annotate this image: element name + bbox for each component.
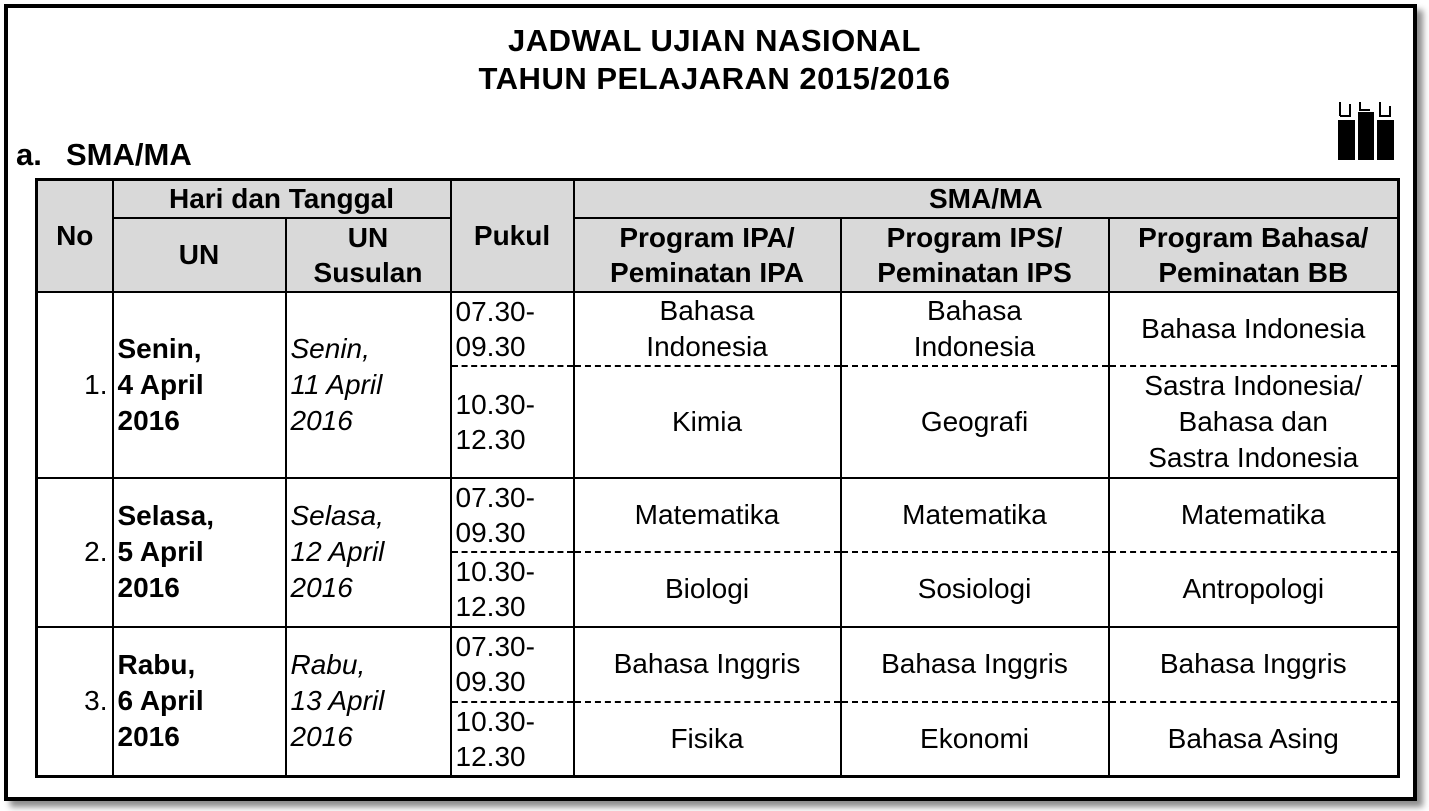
exam-schedule-table bbox=[35, 178, 1400, 778]
table-row bbox=[37, 292, 1399, 366]
header-sma-ma: SMA/MA bbox=[574, 180, 1399, 218]
header-program-ips: Program IPS/ Peminatan IPS bbox=[841, 218, 1109, 292]
un-date: Senin, 4 April 2016 bbox=[113, 292, 286, 478]
row-number: 3. bbox=[37, 627, 113, 777]
subject-ips: Matematika bbox=[841, 478, 1109, 552]
section-name: SMA/MA bbox=[66, 137, 192, 172]
header-un: UN bbox=[113, 218, 286, 292]
subject-bahasa: Bahasa Indonesia bbox=[1109, 292, 1399, 366]
un-date: Rabu, 6 April 2016 bbox=[113, 627, 286, 777]
session-time: 10.30- 12.30 bbox=[451, 552, 574, 627]
table-row bbox=[37, 627, 1399, 702]
header-un-susulan: UN Susulan bbox=[286, 218, 451, 292]
subject-bahasa: Matematika bbox=[1109, 478, 1399, 552]
subject-ipa: Biologi bbox=[574, 552, 841, 627]
subject-bahasa: Bahasa Asing bbox=[1109, 702, 1399, 777]
un-susulan-date: Senin, 11 April 2016 bbox=[286, 292, 451, 478]
session-time: 07.30- 09.30 bbox=[451, 292, 574, 366]
un-susulan-date: Rabu, 13 April 2016 bbox=[286, 627, 451, 777]
subject-ipa: Bahasa Inggris bbox=[574, 627, 841, 702]
subject-ipa: Fisika bbox=[574, 702, 841, 777]
table-row bbox=[37, 478, 1399, 552]
subject-ips: Bahasa Indonesia bbox=[841, 292, 1109, 366]
header-program-bahasa: Program Bahasa/ Peminatan BB bbox=[1109, 218, 1399, 292]
subject-bahasa: Sastra Indonesia/ Bahasa dan Sastra Indonesia bbox=[1109, 366, 1399, 478]
row-number: 2. bbox=[37, 478, 113, 627]
title-line-1: JADWAL UJIAN NASIONAL bbox=[508, 23, 921, 58]
header-no: No bbox=[37, 180, 113, 292]
subject-ips: Ekonomi bbox=[841, 702, 1109, 777]
subject-ips: Geografi bbox=[841, 366, 1109, 478]
subject-ips: Sosiologi bbox=[841, 552, 1109, 627]
session-time: 10.30- 12.30 bbox=[451, 366, 574, 478]
session-time: 07.30- 09.30 bbox=[451, 627, 574, 702]
bsnp-logo-icon bbox=[1336, 100, 1396, 162]
header-pukul: Pukul bbox=[451, 180, 574, 292]
header-program-ipa: Program IPA/ Peminatan IPA bbox=[574, 218, 841, 292]
subject-bahasa: Antropologi bbox=[1109, 552, 1399, 627]
session-time: 07.30- 09.30 bbox=[451, 478, 574, 552]
subject-bahasa: Bahasa Inggris bbox=[1109, 627, 1399, 702]
title-line-2: TAHUN PELAJARAN 2015/2016 bbox=[478, 61, 951, 96]
session-time: 10.30- 12.30 bbox=[451, 702, 574, 777]
un-date: Selasa, 5 April 2016 bbox=[113, 478, 286, 627]
subject-ips: Bahasa Inggris bbox=[841, 627, 1109, 702]
un-susulan-date: Selasa, 12 April 2016 bbox=[286, 478, 451, 627]
section-letter: a. bbox=[16, 137, 42, 172]
header-hari-tanggal: Hari dan Tanggal bbox=[113, 180, 451, 218]
section-heading bbox=[16, 136, 192, 174]
subject-ipa: Bahasa Indonesia bbox=[574, 292, 841, 366]
subject-ipa: Kimia bbox=[574, 366, 841, 478]
row-number: 1. bbox=[37, 292, 113, 478]
subject-ipa: Matematika bbox=[574, 478, 841, 552]
